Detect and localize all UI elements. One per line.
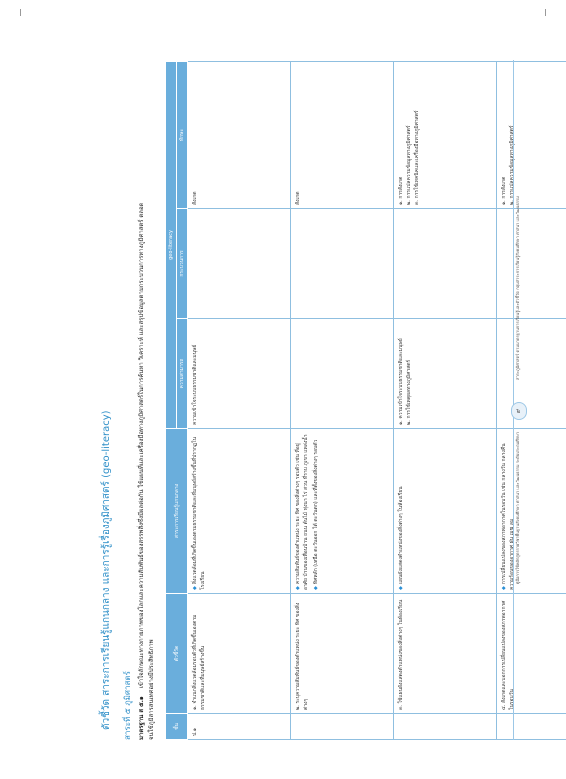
cell-indicator: ๓. ใช้แผนผังแสดงตำแหน่งของสิ่งต่างๆ ในห้องเรียน [394, 594, 497, 714]
page-number: ๙ [511, 402, 527, 420]
cell-process [394, 209, 497, 319]
cell-process [291, 209, 394, 319]
content-text: ความสัมพันธ์ของตำแหน่ง ระยะ ทิศ ของสิ่งต่างๆ รอบตัว เช่น ที่อยู่อาศัย บ้านของเพื่อนบ้าน ถนน ต้นไม้ ทุ่งนา ไร่ สวน ที่ราบ ภูเขา แหล่งน้ำ [295, 434, 309, 590]
footer-right-text: สาระภูมิศาสตร์ ตามมาตรฐานการเรียนรู้และตัวชี้วัด กลุ่มสาระการเรียนรู้สังคมศึกษา ศาสนา และวัฒนธรรม [515, 196, 520, 380]
cell-content [394, 429, 497, 594]
cell-grade: ป.๑ [188, 714, 291, 740]
cell-content [188, 429, 291, 594]
cell-process [188, 209, 291, 319]
cell-indicator: ๒. ระบุความสัมพันธ์ของตำแหน่ง ระยะ ทิศ ของสิ่งต่างๆ [291, 594, 394, 714]
header-geo-literacy: geo-literacy [166, 61, 177, 428]
standard-label: มาตรฐาน ส ๕.๑ [138, 696, 145, 740]
header-content: สาระการเรียนรู้แกนกลาง [166, 429, 188, 594]
cell-skill: สังเกต [291, 61, 394, 208]
content-bullet [312, 432, 320, 590]
cell-content [497, 429, 566, 594]
cell-content [291, 429, 394, 594]
content-text: สิ่งแวดล้อมที่เกิดขึ้นเองตามธรรมชาติและที่มนุษย์สร้างขึ้นที่ปรากฏในโรงเรียน [192, 436, 206, 590]
content-text: ทิศหลัก (เหนือ ตะวันออก ใต้ ตะวันตก) และที่ตั้งของสิ่งต่างๆ รอบตัว [313, 439, 319, 585]
content-text: การเปลี่ยนแปลงของสภาพอากาศในรอบวัน เช่น กลางวัน กลางคืน ความร้อนของอากาศ ฝน เมฆ ลม [501, 443, 515, 590]
cell-indicator: ๔. สังเกตและบอกการเปลี่ยนแปลงของสภาพอากาศในรอบวัน [497, 594, 566, 714]
header-grade: ชั้น [166, 714, 188, 740]
header-skill: ทักษะ [177, 61, 188, 208]
content-bullet [191, 432, 207, 590]
cell-skill: สังเกต [188, 61, 291, 208]
rotated-page [95, 40, 535, 740]
standard-text [137, 200, 157, 740]
cell-knowledge: ความเข้าใจระบบธรรมชาติและมนุษย์ [188, 319, 291, 429]
header-knowledge: ความสามารถ [177, 319, 188, 429]
header-indicator: ตัวชี้วัด [166, 594, 188, 714]
page-title: ตัวชี้วัด สาระการเรียนรู้แกนกลาง และการรู้เรื่องภูมิศาสตร์ (geo-literacy) [101, 410, 112, 730]
cell-knowledge [497, 319, 566, 429]
cell-grade [394, 714, 497, 740]
content-text: แผนผังแสดงตำแหน่งของสิ่งต่างๆ ในห้องเรียน [398, 486, 404, 585]
page-footer [510, 60, 530, 740]
cell-indicator: ๑. จำแนกสิ่งแวดล้อมรอบตัวที่เกิดขึ้นเองตามธรรมชาติและที่มนุษย์สร้างขึ้น [188, 594, 291, 714]
diamond-bullet-icon: ◆ [313, 586, 319, 590]
diamond-bullet-icon: ◆ [295, 586, 301, 590]
diamond-bullet-icon: ◆ [501, 586, 507, 590]
table-row [188, 61, 291, 739]
cell-skill: ๑. การสังเกต ๒. การแปลความข้อมูลทางภูมิศาสตร์ ๓. การใช้เทคนิคและเครื่องมือทางภูมิศาสตร์ [394, 61, 497, 208]
diamond-bullet-icon: ◆ [192, 586, 198, 590]
table-row [291, 61, 394, 739]
crop-mark-left [20, 9, 21, 16]
cell-skill: ๑. การสังเกต ๒. การแปลความข้อมูลทางภูมิศาสตร์ [497, 61, 566, 208]
content-bullet [397, 432, 405, 590]
header-process: กระบวนการ [177, 209, 188, 319]
strand-heading: สาระที่ ๕ ภูมิศาสตร์ [123, 671, 132, 740]
cell-knowledge: ๑. ความเข้าใจระบบธรรมชาติและมนุษย์ ๒. การใช้เหตุผลทางภูมิศาสตร์ [394, 319, 497, 429]
crop-mark-right [545, 9, 546, 16]
standard-description: เข้าใจลักษณะทางกายภาพของโลกและความสัมพันธ์ของสรรพสิ่งซึ่งมีผลต่อกัน ใช้แผนที่และเครื่องมือทางภูมิศาสตร์ในการค้นหา วิเคราะห์ และสรุปข้อมูลตามกระบวนการทางภูมิศาสตร์ ตลอดจนใช้ภูมิสารสนเทศอย่างมีประสิทธิภาพ [138, 202, 155, 740]
cell-knowledge [291, 319, 394, 429]
content-bullet [294, 432, 310, 590]
table-row [497, 61, 566, 739]
curriculum-table [165, 61, 566, 740]
footer-left-text: คู่มือการใช้หลักสูตรรายวิชาพื้นฐานสังคมศึกษา ศาสนา และวัฒนธรรม ระดับประถมศึกษา [515, 432, 520, 585]
cell-grade [497, 714, 566, 740]
cell-grade [291, 714, 394, 740]
table-row [394, 61, 497, 739]
diamond-bullet-icon: ◆ [398, 586, 404, 590]
cell-process [497, 209, 566, 319]
